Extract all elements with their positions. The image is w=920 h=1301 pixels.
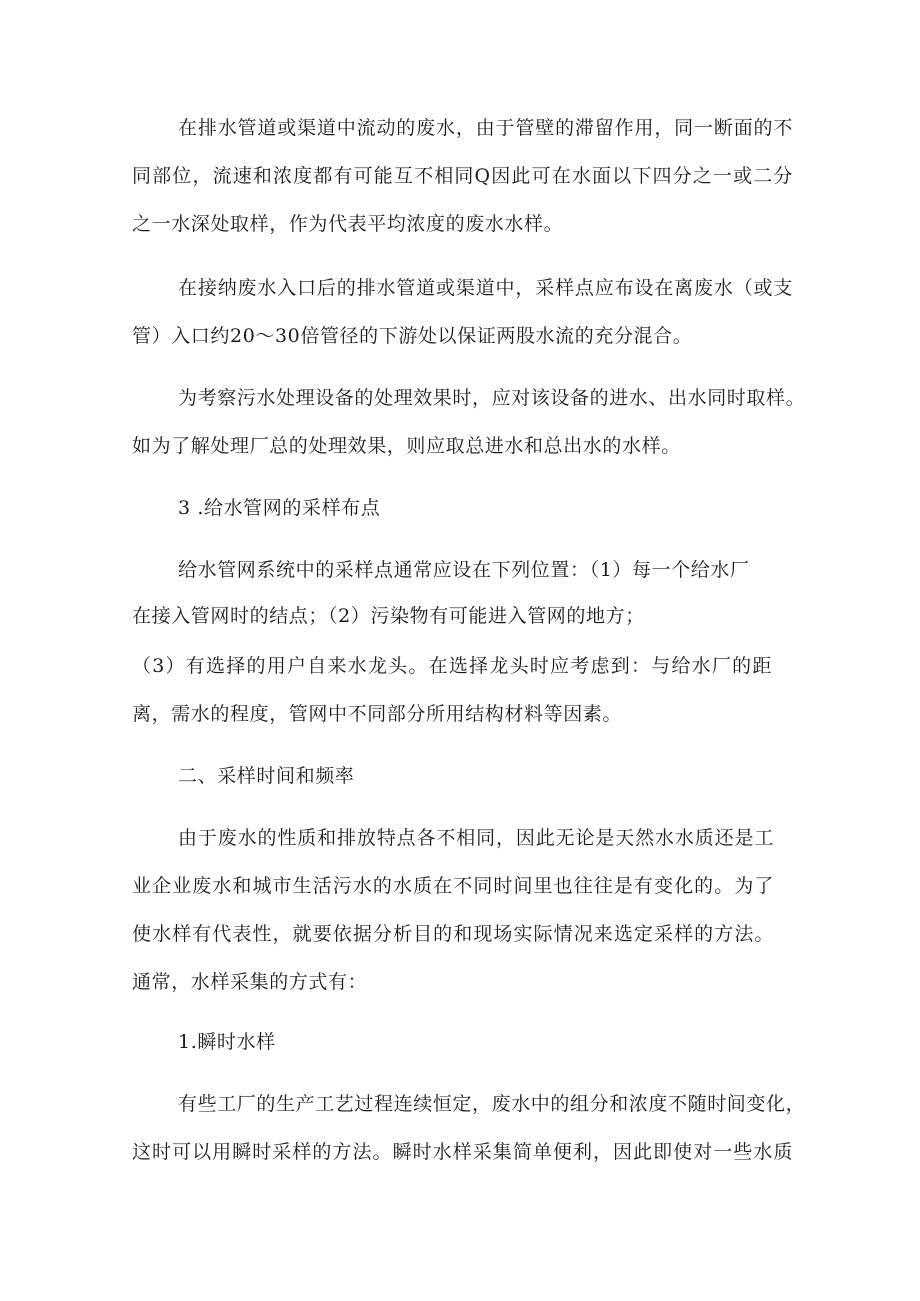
- section-heading: 二、采样时间和频率: [178, 765, 355, 787]
- text-line: 如为了解处理厂总的处理效果，则应取总进水和总出水的水样。: [132, 435, 681, 457]
- text-line: 在排水管道或渠道中流动的废水，由于管壁的滞留作用，同一断面的不: [178, 117, 793, 139]
- text-line: 使水样有代表性，就要依据分析目的和现场实际情况来选定采样的方法。: [132, 923, 774, 945]
- text-line: 在接纳废水入口后的排水管道或渠道中，采样点应布设在离废水（或支: [178, 277, 793, 299]
- text-line: 由于废水的性质和排放特点各不相同，因此无论是天然水水质还是工: [178, 827, 774, 849]
- text-line: 离，需水的程度，管网中不同部分所用结构材料等因素。: [132, 703, 623, 725]
- text-line: （3）有选择的用户自来水龙头。在选择龙头时应考虑到：与给水厂的距: [132, 655, 772, 677]
- text-line: 通常，水样采集的方式有：: [132, 971, 368, 993]
- text-line: 给水管网系统中的采样点通常应设在下列位置：（1）每一个给水厂: [178, 559, 750, 581]
- text-line: 之一水深处取样，作为代表平均浓度的废水水样。: [132, 213, 564, 235]
- section-heading: 3 .给水管网的采样布点: [178, 497, 381, 519]
- text-line: 同部位，流速和浓度都有可能互不相同Q因此可在水面以下四分之一或二分: [132, 165, 793, 187]
- text-line: 这时可以用瞬时采样的方法。瞬时水样采集简单便利，因此即使对一些水质: [132, 1141, 793, 1163]
- text-line: 业企业废水和城市生活污水的水质在不同时间里也往往是有变化的。为了: [132, 875, 774, 897]
- text-line: 管）入口约20～30倍管径的下游处以保证两股水流的充分混合。: [132, 325, 693, 347]
- text-line: 为考察污水处理设备的处理效果时，应对该设备的进水、出水同时取样。: [178, 387, 806, 409]
- section-heading: 1.瞬时水样: [178, 1031, 276, 1053]
- text-line: 有些工厂的生产工艺过程连续恒定，废水中的组分和浓度不随时间变化，: [178, 1093, 806, 1115]
- text-line: 在接入管网时的结点；（2）污染物有可能进入管网的地方；: [132, 605, 645, 627]
